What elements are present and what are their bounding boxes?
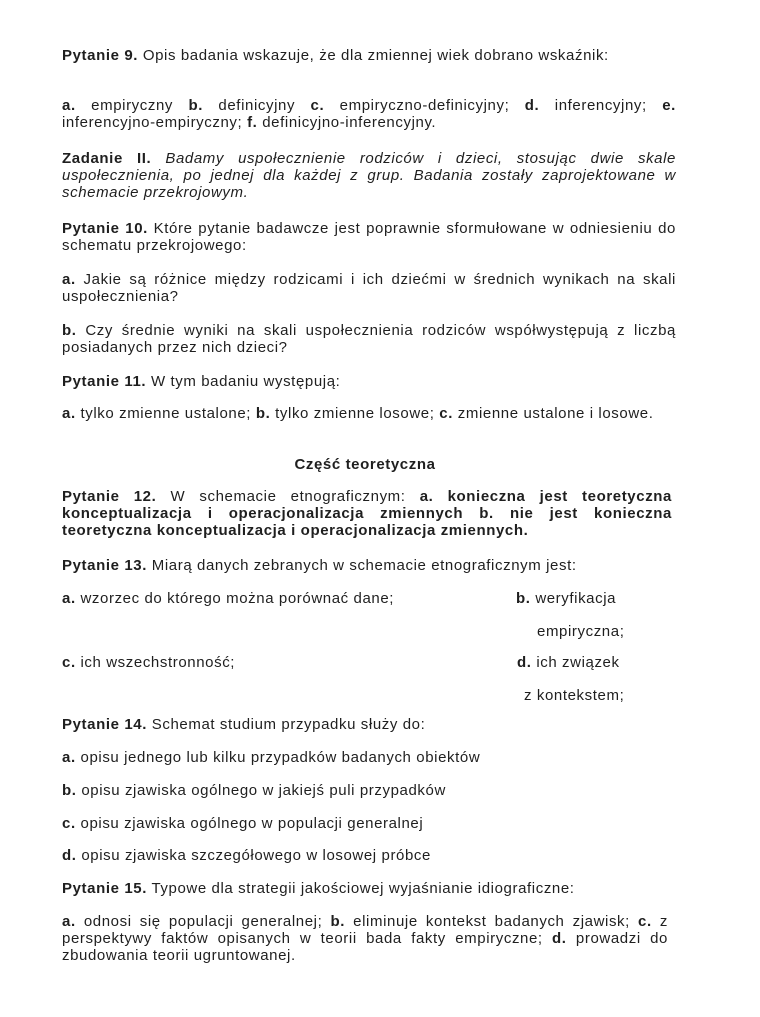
question-13-option-d [517,654,620,671]
question-13-option-c [62,654,235,671]
option-key: d. [552,930,567,947]
question-13-text: Miarą danych zebranych w schemacie etnograficznym jest: [151,557,577,574]
option-key: b. [330,913,346,930]
option-key: c. [62,654,76,671]
option-text: opisu zjawiska ogólnego w populacji generalnej [80,815,424,832]
question-15-text: Typowe dla strategii jakościowej wyjaśnianie idiograficzne: [151,880,575,897]
question-10-label: Pytanie 10. [62,220,148,237]
option-text: konieczna jest teoretyczna konceptualizacja i operacjonalizacja zmiennych [62,488,672,522]
option-key: b. [62,782,77,799]
option-key: a. [62,913,76,930]
option-text: inferencyjno-empiryczny; [62,114,243,131]
question-10-text: Które pytanie badawcze jest poprawnie sformułowane w odniesieniu do schematu przekrojowego: [62,220,676,254]
option-text: definicyjny [218,97,296,114]
option-text: ich wszechstronność; [80,654,236,671]
option-key: a. [62,271,76,288]
task-2-text: Badamy uspołecznienie rodziców i dzieci, stosując dwie skale uspołecznienia, po jednej dla każdej z grup. Badania zostały zaprojektowane w schemacie przekrojowym. [62,150,676,201]
question-9-options [62,97,676,131]
option-key: a. [419,488,434,505]
option-text: wzorzec do którego można porównać dane; [80,590,395,607]
option-key: e. [662,97,676,114]
option-key: b. [479,505,494,522]
question-10-option-b [62,322,676,356]
option-key: b. [516,590,531,607]
question-9-label: Pytanie 9. [62,47,139,64]
option-key: d. [524,97,540,114]
question-14 [62,716,425,733]
option-text: empiryczny [91,97,174,114]
question-13-option-a [62,590,394,607]
option-text: z perspektywy faktów opisanych w teorii bada fakty empiryczne; [62,913,668,947]
question-9 [62,47,676,64]
option-key: b. [255,405,271,422]
option-text: zmienne ustalone i losowe. [457,405,654,422]
option-text: opisu zjawiska ogólnego w jakiejś puli przypadków [81,782,446,799]
question-15-options [62,913,668,964]
option-key: c. [310,97,325,114]
option-text: prowadzi do zbudowania teorii ugruntowanej. [62,930,668,964]
option-text: Czy średnie wyniki na skali uspołecznienia rodziców współwystępują z liczbą posiadanych przez nich dzieci? [62,322,676,356]
option-key: a. [62,405,76,422]
option-text: inferencyjny; [554,97,647,114]
question-12-text: W schemacie etnograficznym: [170,488,406,505]
option-key: d. [62,847,77,864]
question-13-label: Pytanie 13. [62,557,147,574]
task-2-label: Zadanie II. [62,150,152,167]
option-key: a. [62,749,76,766]
question-12-label: Pytanie 12. [62,488,157,505]
question-15 [62,880,575,897]
question-13-option-d-cont: z kontekstem; [524,687,625,704]
option-text: definicyjno-inferencyjny. [262,114,437,131]
option-key: a. [62,97,76,114]
question-11-label: Pytanie 11. [62,373,147,390]
question-14-option-d [62,847,431,864]
question-13-option-b-cont: empiryczna; [537,623,625,640]
question-9-text: Opis badania wskazuje, że dla zmiennej wiek dobrano wskaźnik: [142,47,609,64]
option-text: opisu jednego lub kilku przypadków badanych obiektów [80,749,481,766]
question-11 [62,373,676,390]
option-text: weryfikacja [535,590,617,607]
option-key: c. [439,405,453,422]
option-key: b. [62,322,77,339]
option-key: c. [62,815,76,832]
question-14-text: Schemat studium przypadku służy do: [151,716,426,733]
option-text: empiryczno-definicyjny; [339,97,510,114]
option-text: tylko zmienne losowe; [275,405,435,422]
option-text: tylko zmienne ustalone; [80,405,252,422]
option-text: nie jest konieczna teoretyczna konceptualizacja i operacjonalizacja zmiennych. [62,505,672,539]
option-text: ich związek [536,654,620,671]
question-11-text: W tym badaniu występują: [150,373,341,390]
section-heading: Część teoretyczna [294,456,436,473]
question-15-label: Pytanie 15. [62,880,147,897]
question-12 [62,488,672,539]
question-14-option-a [62,749,480,766]
option-text: eliminuje kontekst badanych zjawisk; [353,913,630,930]
option-key: c. [638,913,652,930]
option-text: Jakie są różnice między rodzicami i ich dziećmi w średnich wynikach na skali uspołecznienia? [62,271,676,305]
question-14-option-c [62,815,423,832]
question-10-option-a [62,271,676,305]
question-13-option-b [516,590,616,607]
option-key: f. [247,114,258,131]
question-13 [62,557,577,574]
option-key: b. [188,97,203,114]
question-14-label: Pytanie 14. [62,716,147,733]
question-11-options [62,405,676,422]
question-14-option-b [62,782,446,799]
task-2 [62,150,676,201]
option-text: odnosi się populacji generalnej; [83,913,323,930]
option-text: opisu zjawiska szczegółowego w losowej próbce [81,847,431,864]
option-key: d. [517,654,532,671]
question-10 [62,220,676,254]
option-key: a. [62,590,76,607]
